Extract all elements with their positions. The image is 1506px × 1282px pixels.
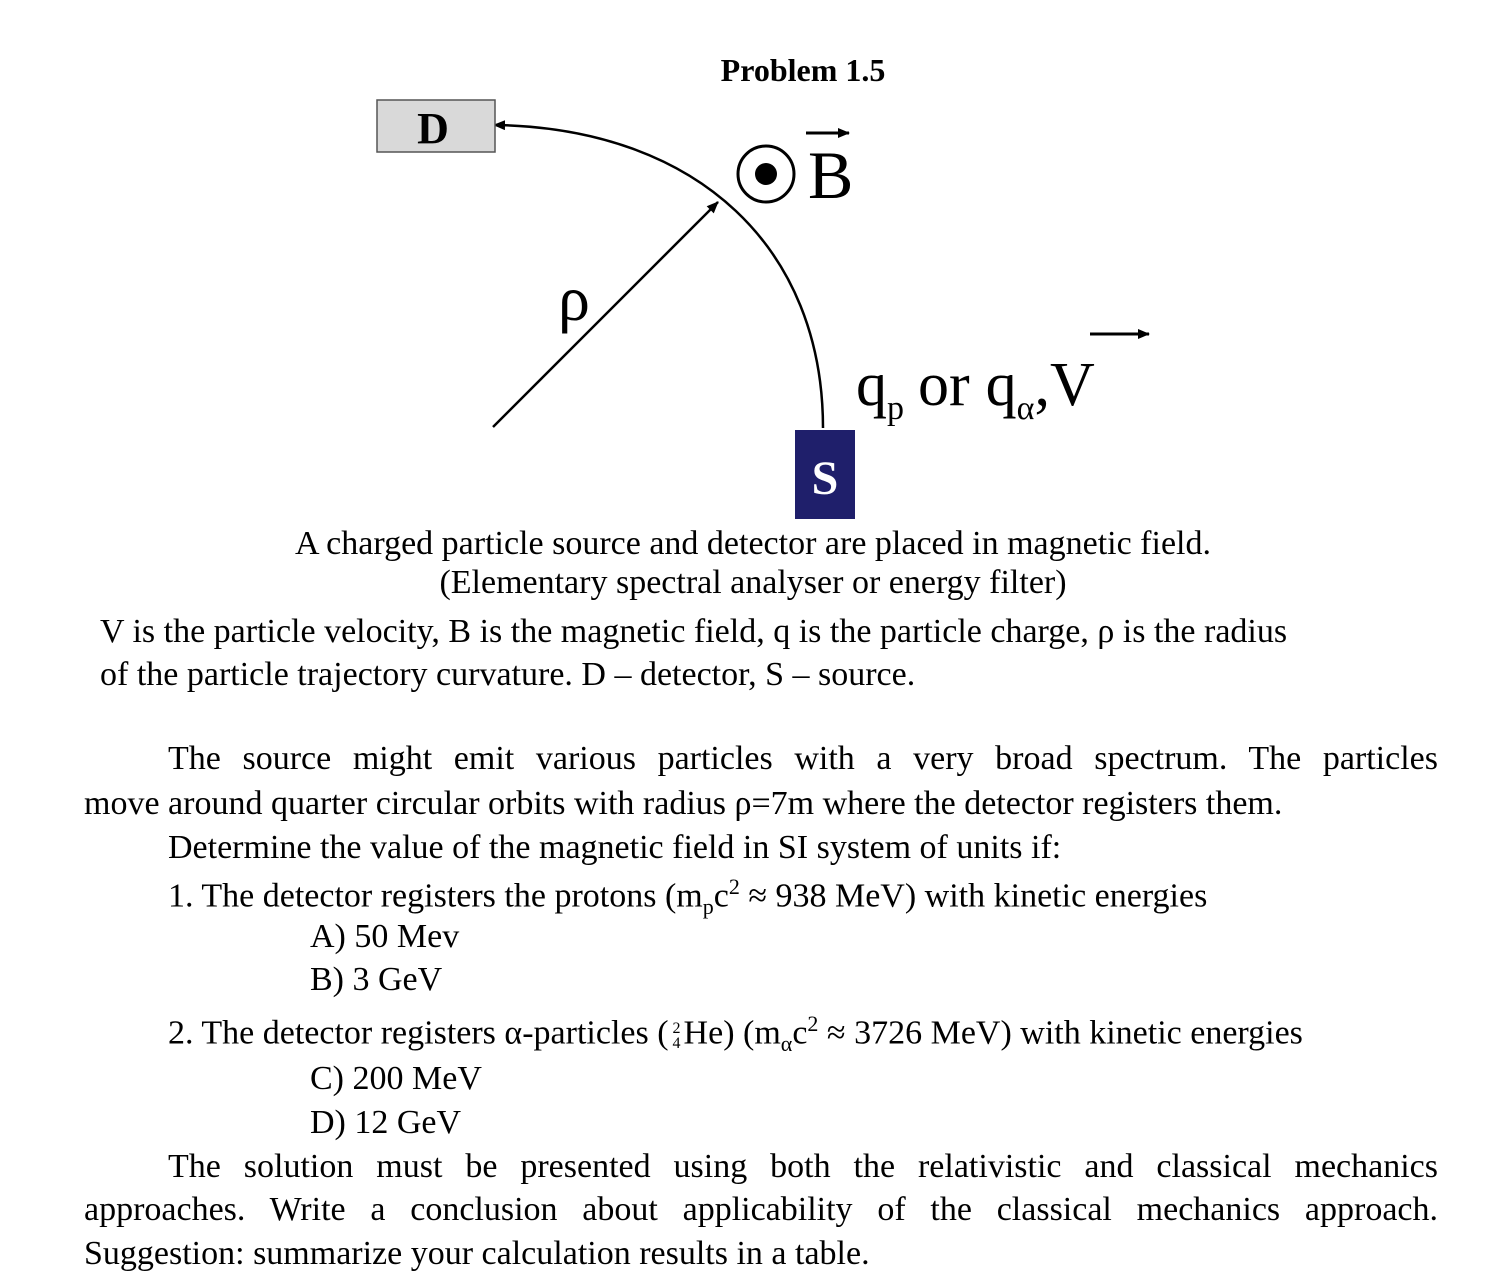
caption-line-1: A charged particle source and detector are placed in magnetic field. xyxy=(295,525,1211,562)
caption-line-2: (Elementary spectral analyser or energy filter) xyxy=(439,564,1067,601)
item-2-option-d: D) 12 GeV xyxy=(310,1104,462,1141)
magnetic-field-diagram xyxy=(0,0,1506,530)
item-2-alpha-particles: 2. The detector registers α-particles ( 2 4 He) ($m_\alpha c^2 \approx 3726$ MeV) with kinetic energies xyxy=(168,1011,1303,1057)
paragraph-1-line-2: move around quarter circular orbits with radius ρ=7m where the detector registers them. xyxy=(84,785,1283,822)
velocity-label: V xyxy=(1049,351,1095,419)
item-2-option-c: C) 200 MeV xyxy=(310,1060,482,1097)
conclusion-line-2: approaches. Write a conclusion about applicability of the classical mechanics approach. xyxy=(84,1191,1438,1228)
item-1-option-a: A) 50 Mev xyxy=(310,918,460,955)
radius-label: ρ xyxy=(558,263,590,334)
determine-line: Determine the value of the magnetic field in SI system of units if: xyxy=(168,829,1062,866)
detector-label: D xyxy=(417,104,449,153)
source-label: S xyxy=(811,452,839,505)
definitions-line-1: V is the particle velocity, B is the magnetic field, q is the particle charge, ρ is the radius xyxy=(100,613,1288,650)
conclusion-line-1: The solution must be presented using both the relativistic and classical mechanics xyxy=(168,1148,1438,1185)
item-1-option-b: B) 3 GeV xyxy=(310,961,443,998)
conclusion-line-3: Suggestion: summarize your calculation results in a table. xyxy=(84,1235,870,1272)
problem-title: Problem 1.5 xyxy=(720,52,886,88)
paragraph-1-line-1: The source might emit various particles with a very broad spectrum. The particles xyxy=(168,740,1438,777)
particle-label: $q_p$ or $q_\alpha,V$ xyxy=(856,351,1095,427)
definitions-line-2: of the particle trajectory curvature. D – detector, S – source. xyxy=(100,656,916,693)
radius-arrow xyxy=(493,202,718,427)
item-1-protons: 1. The detector registers the protons ($m_pc^2 \approx 938$ MeV) with kinetic energies xyxy=(168,874,1208,920)
isotope-notation: 2 4 xyxy=(672,1019,681,1052)
field-label: B xyxy=(808,137,854,213)
